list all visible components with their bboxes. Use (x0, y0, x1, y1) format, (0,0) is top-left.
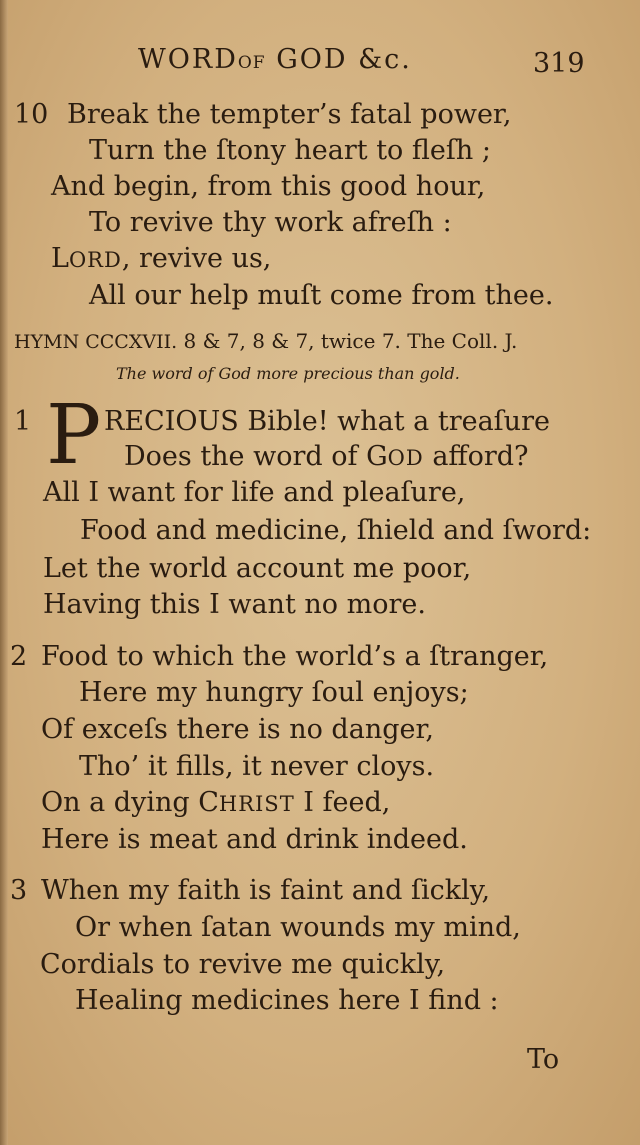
drop-cap: P (46, 388, 102, 483)
verse-line: Healing medicines here I find : (75, 985, 499, 1016)
verse-line: Tho’ it fills, it never cloys. (79, 751, 435, 782)
verse-line: Let the world account me poor, (43, 553, 472, 584)
lord-first-letter: L (51, 243, 69, 274)
verse-line: RECIOUS Bible! what a treaſure (104, 406, 550, 437)
page-number: 319 (533, 48, 585, 79)
christ-first-letter: C (198, 787, 219, 818)
running-head-of: OF (237, 53, 266, 73)
hymn-meter: 8 & 7, 8 & 7, twice 7. The Coll. J. (183, 329, 518, 353)
running-head-god: GOD &c. (276, 44, 412, 75)
hymn-subtitle: The word of God more precious than gold. (116, 364, 460, 383)
verse-line: Of exceſs there is no danger, (41, 714, 434, 745)
verse-number: 1 (14, 406, 32, 437)
verse-line: Break the tempter’s fatal power, (67, 99, 512, 130)
running-head (138, 44, 412, 75)
hymn-name: HYMN CCCXVII. (14, 331, 178, 353)
verse-line: Food to which the world’s a ſtranger, (41, 641, 549, 672)
running-head-word: WORD (138, 44, 238, 75)
verse-line-god (124, 443, 529, 470)
verse-line-christ (41, 789, 390, 816)
verse-number: 2 (10, 641, 28, 672)
god-small-caps: OD (387, 446, 424, 470)
verse-line-lord (51, 245, 271, 272)
god-line-b: afford? (423, 441, 529, 472)
verse-line: All I want for life and pleaſure, (43, 477, 466, 508)
verse-line: Here my hungry ſoul enjoys; (79, 677, 469, 708)
verse-line: Or when ſatan wounds my mind, (75, 912, 521, 943)
verse-line: When my faith is faint and ſickly, (41, 875, 491, 906)
catchword: To (527, 1044, 560, 1075)
hymn-title (14, 329, 517, 353)
verse-line: Food and medicine, ſhield and ſword: (80, 515, 592, 546)
verse-line: All our help muſt come from thee. (89, 280, 554, 311)
verse-line: To revive thy work afreſh : (89, 207, 452, 238)
christ-small-caps: HRIST (218, 792, 295, 816)
verse-line: And begin, from this good hour, (51, 171, 486, 202)
verse-number: 10 (14, 99, 49, 130)
christ-line-b: I feed, (294, 787, 391, 818)
verse-number: 3 (10, 875, 28, 906)
lord-small-caps: ORD (68, 248, 122, 272)
verse-line: Here is meat and drink indeed. (41, 824, 468, 855)
verse-line: Cordials to revive me quickly, (40, 949, 446, 980)
page-gutter (0, 0, 8, 1145)
god-line-a: Does the word of (124, 441, 367, 472)
god-first-letter: G (366, 441, 388, 472)
verse-line: Turn the ſtony heart to fleſh ; (89, 135, 491, 166)
lord-tail: , revive us, (121, 243, 272, 274)
christ-line-a: On a dying (41, 787, 199, 818)
verse-line: Having this I want no more. (43, 589, 426, 620)
